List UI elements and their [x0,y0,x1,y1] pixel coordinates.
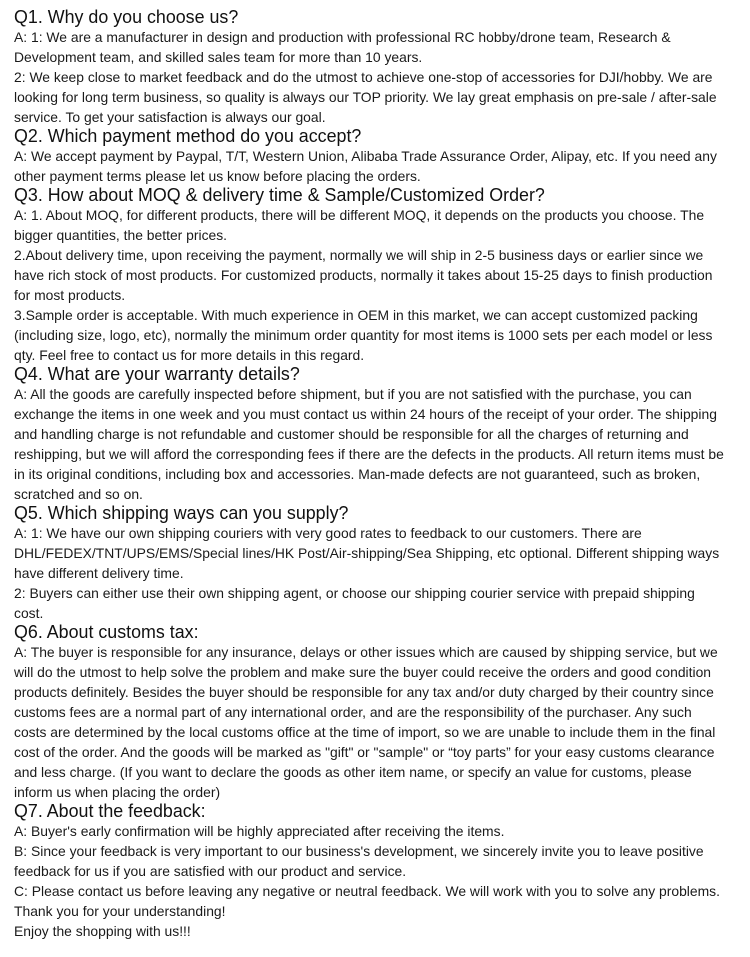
faq-answer-line: A: All the goods are carefully inspected before shipment, but if you are not satisfied with the purchase, you can [14,386,692,402]
faq-answer-line: products definitely. Besides the buyer should be responsible for any tax and/or duty charged by their country since [14,684,714,700]
faq-answer-line: and less charge. (If you want to declare the goods as other item name, or specify an value for customs, please [14,764,692,780]
faq-answer-line: have rich stock of most products. For customized products, normally it takes about 15-25 days to finish production [14,267,713,283]
faq-answer-line: A: The buyer is responsible for any insurance, delays or other issues which are caused by shipping service, but we [14,644,718,660]
faq-answer-line: costs are determined by the local customs office at the time of import, so we are unable to include them in the final [14,724,716,740]
faq-answer-line: A: 1: We are a manufacturer in design and production with professional RC hobby/drone team, Research & [14,29,671,45]
faq-answer-line: 2: Buyers can either use their own shipping agent, or choose our shipping courier service with prepaid shipping [14,585,695,601]
faq-answer-line: Development team, and skilled sales team for more than 10 years. [14,49,423,65]
faq-answer-line: A: Buyer's early confirmation will be highly appreciated after receiving the items. [14,823,505,839]
faq-answer-line: B: Since your feedback is very important to our business's development, we sincerely invite you to leave positive [14,843,704,859]
faq-section [14,623,750,802]
faq-question: Q3. How about MOQ & delivery time & Sample/Customized Order? [14,185,545,205]
faq-section [14,186,750,365]
faq-answer-line: cost of the order. And the goods will be marked as "gift" or "sample" or “toy parts” for your easy customs clearance [14,744,715,760]
faq-answer-line: have different delivery time. [14,565,184,581]
faq-answer-line: customs fees are a normal part of any international order, and are the responsibility of the purchaser. Any such [14,704,692,720]
faq-section [14,802,750,941]
faq-answer-line: and handling charge is not refundable and customer should be responsible for all the charges of returning and [14,426,689,442]
faq-section [14,365,750,504]
faq-answer-line: A: We accept payment by Paypal, T/T, Western Union, Alibaba Trade Assurance Order, Alipay, etc. If you need any [14,148,717,164]
faq-section [14,8,750,127]
faq-answer-line: qty. Feel free to contact us for more details in this regard. [14,347,365,363]
faq-question: Q5. Which shipping ways can you supply? [14,503,349,523]
faq-answer-line: (including size, logo, etc), normally the minimum order quantity for most items is 1000 sets per each model or less [14,327,713,343]
faq-question: Q7. About the feedback: [14,801,206,821]
faq-answer-line: Thank you for your understanding! [14,903,226,919]
faq-answer-line: scratched and so on. [14,486,143,502]
faq-answer-line: feedback for us if you are satisfied with our product and service. [14,863,407,879]
faq-question: Q4. What are your warranty details? [14,364,300,384]
faq-answer-line: inform us when placing the order) [14,784,221,800]
faq-answer-line: looking for long term business, so quality is always our TOP priority. We lay great emphasis on pre-sale / after-sale [14,89,717,105]
faq-answer-line: 3.Sample order is acceptable. With much experience in OEM in this market, we can accept customized packing [14,307,698,323]
faq-question: Q6. About customs tax: [14,622,199,642]
faq-answer-line: in its original conditions, including box and accessories. Man-made defects are not guaranteed, such as broken, [14,466,701,482]
faq-answer-line: DHL/FEDEX/TNT/UPS/EMS/Special lines/HK Post/Air-shipping/Sea Shipping, etc optional. Different shipping ways [14,545,720,561]
faq-answer-line: A: 1. About MOQ, for different products, there will be different MOQ, it depends on the products you choose. The [14,207,705,223]
faq-section [14,504,750,623]
faq-answer-line: for most products. [14,287,126,303]
faq-answer-line: reshipping, but we will afford the corresponding fees if there are the defects in the products. All return items must be [14,446,724,462]
faq-question: Q2. Which payment method do you accept? [14,126,362,146]
faq-answer-line: service. To get your satisfaction is always our goal. [14,109,326,125]
faq-answer-line: cost. [14,605,44,621]
faq-answer-line: other payment terms please let us know before placing the orders. [14,168,421,184]
faq-answer-line: 2: We keep close to market feedback and do the utmost to achieve one-stop of accessories for DJI/hobby. We are [14,69,713,85]
faq-answer-line: C: Please contact us before leaving any negative or neutral feedback. We will work with you to solve any problems. [14,883,720,899]
faq-question: Q1. Why do you choose us? [14,7,239,27]
faq-answer-line: Enjoy the shopping with us!!! [14,923,191,939]
faq-section [14,127,750,186]
faq-answer-line: 2.About delivery time, upon receiving the payment, normally we will ship in 2-5 business days or earlier since we [14,247,704,263]
faq-answer-line: A: 1: We have our own shipping couriers with very good rates to feedback to our customers. There are [14,525,642,541]
faq-answer-line: will do the utmost to help solve the problem and make sure the buyer could receive the orders and good condition [14,664,712,680]
faq-answer-line: bigger quantities, the better prices. [14,227,228,243]
faq-answer-line: exchange the items in one week and you must contact us within 24 hours of the receipt of your order. The shipping [14,406,717,422]
